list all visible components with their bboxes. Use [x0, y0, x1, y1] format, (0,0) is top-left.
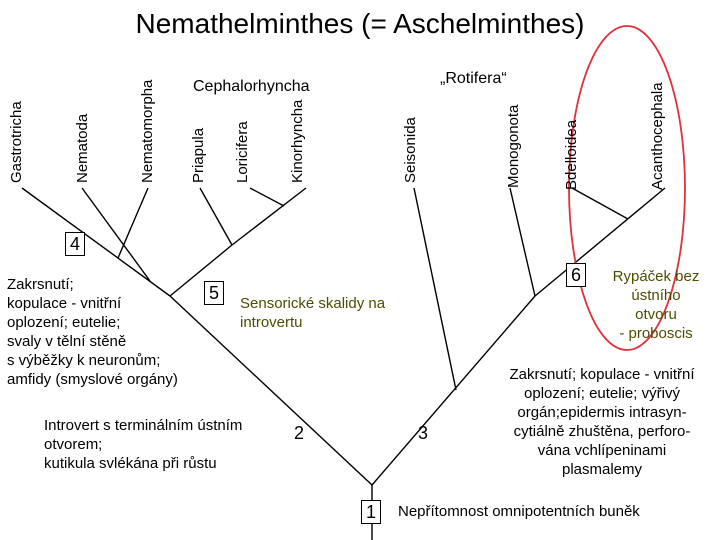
branch-priapula	[200, 188, 232, 245]
taxon-gastrotricha: Gastrotricha	[8, 101, 25, 183]
note-node-5: Sensorické skalidy na introvertu	[240, 295, 386, 331]
node-1-label: 1	[361, 500, 381, 524]
branch-nematoda	[82, 188, 150, 281]
node-4-label: 4	[65, 232, 85, 256]
taxon-loricifera: Loricifera	[234, 121, 251, 183]
branch-loricifera	[250, 188, 284, 206]
taxon-kinorhyncha: Kinorhyncha	[289, 99, 306, 183]
note-node-3: Zakrsnutí; kopulace - vnitřní oplození; eutelie; výřivý orgán;epidermis intrasyn- cytiálně zhuštěna, perforo- vána vchlípeninami plasmalemy	[509, 366, 695, 478]
note-node-2: Introvert s terminálním ústním otvorem; kutikula svlékána při růstu	[44, 417, 243, 472]
note-node-1: Nepřítomnost omnipotentních buněk	[398, 503, 640, 520]
branch-bdelloidea	[572, 188, 628, 219]
group-rotifera: „Rotifera“	[440, 70, 507, 87]
diagram-title: Nemathelminthes (= Aschelminthes)	[135, 8, 585, 39]
taxon-seisonida: Seisonida	[402, 117, 419, 183]
taxon-bdelloidea: Bdelloidea	[563, 119, 580, 190]
taxon-monogonota: Monogonota	[505, 104, 522, 188]
branch-monogonota	[510, 188, 535, 296]
branch-seisonida	[414, 188, 456, 390]
note-node-6: Rypáček bez ústního otvoru - proboscis	[612, 268, 700, 342]
node-2-label: 2	[293, 423, 304, 443]
node-6-label: 6	[566, 263, 586, 287]
group-cephalorhyncha: Cephalorhyncha	[193, 78, 310, 95]
note-node-4: Zakrsnutí; kopulace - vnitřní oplození; eutelie; svaly v tělní stěně s výběžky k neuronům; amfidy (smyslové orgány)	[7, 276, 178, 388]
branch-cephalorhyncha	[232, 188, 306, 245]
taxon-nematomorpha: Nematomorpha	[139, 79, 156, 183]
node-5-label: 5	[204, 281, 224, 305]
taxon-priapula: Priapula	[190, 127, 207, 183]
branch-nematomorpha	[118, 188, 148, 258]
taxon-acanthocephala: Acanthocephala	[649, 82, 666, 190]
taxon-nematoda: Nematoda	[74, 113, 91, 183]
node-3-label: 3	[417, 423, 428, 443]
